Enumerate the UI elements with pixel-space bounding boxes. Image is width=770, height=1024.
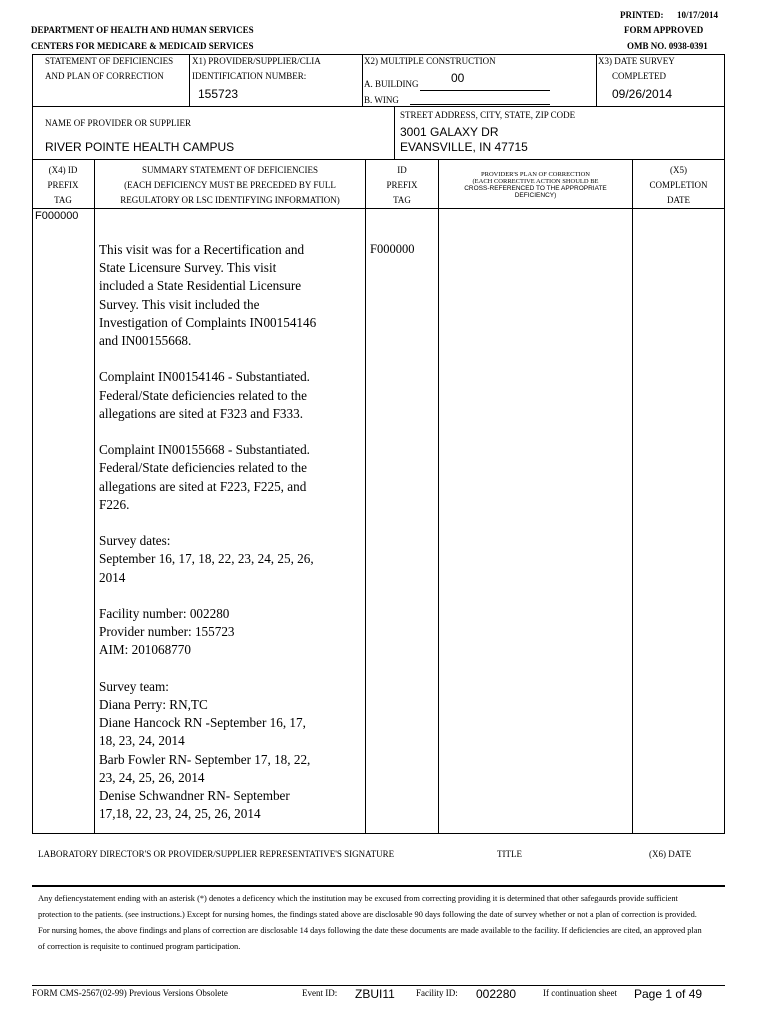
grid-line: [438, 159, 439, 833]
summary-paragraph: Complaint IN00154146 - Substantiated. Federal/State deficiencies related to the allegations are sited at F323 and F333.: [99, 369, 310, 421]
plan-header-line3: CROSS-REFERENCED TO THE APPROPRIATE: [464, 185, 607, 192]
event-id-value: ZBUI11: [355, 987, 395, 1001]
summary-header-line1: SUMMARY STATEMENT OF DEFICIENCIES: [141, 165, 319, 175]
x5-header-line3: DATE: [667, 195, 690, 205]
building-label: A. BUILDING: [364, 79, 419, 89]
grid-line: [189, 54, 190, 106]
grid-line: [365, 159, 366, 833]
printed-date: 10/17/2014: [677, 10, 719, 20]
x3-label-line1: X3) DATE SURVEY: [598, 56, 675, 66]
plan-header-line2: (EACH CORRECTIVE ACTION SHOULD BE: [472, 178, 599, 185]
summary-paragraph: Facility number: 002280 Provider number: 155723 AIM: 201068770: [99, 606, 235, 658]
continuation-label: If continuation sheet: [543, 988, 617, 998]
facility-id-value: 002280: [476, 987, 517, 1001]
provider-name-label: NAME OF PROVIDER OR SUPPLIER: [45, 118, 192, 128]
address-line1: 3001 GALAXY DR: [400, 125, 499, 139]
signature-label: LABORATORY DIRECTOR'S OR PROVIDER/SUPPLIER REPRESENTATIVE'S SIGNATURE: [38, 849, 395, 859]
id-header-line3: TAG: [393, 195, 411, 205]
x4-header-line1: (X4) ID: [48, 165, 78, 175]
id-header-line1: ID: [397, 165, 407, 175]
event-id-label: Event ID:: [302, 988, 338, 998]
printed-label: PRINTED:: [620, 10, 664, 20]
building-underline: [420, 90, 550, 91]
grid-line: [32, 208, 725, 209]
notice-divider: [32, 885, 725, 887]
summary-header-line2: (EACH DEFICIENCY MUST BE PRECEDED BY FULL: [124, 180, 336, 190]
survey-completed-date: 09/26/2014: [612, 87, 673, 101]
form-number: FORM CMS-2567(02-99) Previous Versions Obsolete: [32, 988, 228, 998]
footer-divider: [32, 985, 725, 986]
address-label: STREET ADDRESS, CITY, STATE, ZIP CODE: [400, 110, 576, 120]
wing-underline: [410, 104, 550, 105]
department-title: DEPARTMENT OF HEALTH AND HUMAN SERVICES: [31, 25, 254, 35]
omb-number: OMB NO. 0938-0391: [627, 41, 708, 51]
centers-title: CENTERS FOR MEDICARE & MEDICAID SERVICES: [31, 41, 254, 51]
grid-line: [32, 54, 725, 55]
x5-header-line2: COMPLETION: [649, 180, 708, 190]
form-approved: FORM APPROVED: [624, 25, 704, 35]
grid-line: [94, 159, 95, 833]
summary-paragraph: Survey dates: September 16, 17, 18, 22, 23, 24, 25, 26, 2014: [99, 533, 314, 585]
provider-id-value: 155723: [198, 87, 239, 101]
x4-header-line3: TAG: [54, 195, 72, 205]
summary-header-line3: REGULATORY OR LSC IDENTIFYING INFORMATION): [120, 195, 340, 205]
x1-label-line2: IDENTIFICATION NUMBER:: [192, 71, 307, 81]
x2-label: X2) MULTIPLE CONSTRUCTION: [364, 56, 496, 66]
grid-line: [394, 106, 395, 159]
building-value: 00: [451, 71, 465, 85]
summary-paragraph: Survey team: Diana Perry: RN,TC Diane Hancock RN -September 16, 17, 18, 23, 24, 2014 Barb Fowler RN- September 17, 18, 22, 23, 24, 25, 26, 2014 Denise Schwandner RN- September 17,18, 22, 23, 24, 25, 26, 2014: [99, 678, 311, 822]
prefix-tag-left: F000000: [35, 210, 79, 222]
grid-line: [632, 159, 633, 833]
disclosure-notice: Any defiencystatement ending with an asterisk (*) denotes a deficency which the institution may be excused from correcting providing it is determined that other safegaurds provide sufficient protection to the patients. (see instructions.) Except for nursing homes, the findings stated above are disclosable 90 days following the date of survey whether or not a plan of correction is provided. For nursing homes, the above findings and plans of correction are disclosable 14 days following the date these documents are made available to the facility. If deficiencies are cited, an approved plan of correction is requisite to continued program participation.: [38, 894, 702, 951]
grid-line: [362, 54, 363, 106]
page-number: Page 1 of 49: [634, 987, 703, 1001]
deficiency-summary: [99, 241, 359, 842]
grid-line: [32, 106, 725, 107]
summary-paragraph: Complaint IN00155668 - Substantiated. Federal/State deficiencies related to the allegations are sited at F223, F225, and F226.: [99, 442, 310, 512]
id-header-line2: PREFIX: [386, 180, 418, 190]
x3-label-line2: COMPLETED: [612, 71, 666, 81]
title-label: TITLE: [497, 849, 522, 859]
x4-header-line2: PREFIX: [47, 180, 79, 190]
prefix-tag-right: F000000: [370, 242, 415, 256]
provider-name-value: RIVER POINTE HEALTH CAMPUS: [45, 140, 235, 154]
grid-line: [724, 54, 725, 833]
grid-line: [32, 159, 725, 160]
summary-paragraph: This visit was for a Recertification and State Licensure Survey. This visit included a State Residential Licensure Survey. This visit included the Investigation of Complaints IN00154146 and IN00155668.: [99, 242, 317, 349]
address-line2: EVANSVILLE, IN 47715: [400, 140, 528, 154]
statement-label-line2: AND PLAN OF CORRECTION: [45, 71, 164, 81]
x1-label-line1: X1) PROVIDER/SUPPLIER/CLIA: [192, 56, 321, 66]
plan-header-line1: PROVIDER'S PLAN OF CORRECTION: [481, 171, 590, 178]
plan-header-line4: DEFICIENCY): [514, 192, 557, 199]
date-label: (X6) DATE: [649, 849, 692, 859]
x5-header-line1: (X5): [670, 165, 687, 175]
facility-id-label: Facility ID:: [416, 988, 458, 998]
grid-line: [596, 54, 597, 106]
wing-label: B. WING: [364, 95, 399, 105]
statement-label-line1: STATEMENT OF DEFICIENCIES: [45, 56, 174, 66]
